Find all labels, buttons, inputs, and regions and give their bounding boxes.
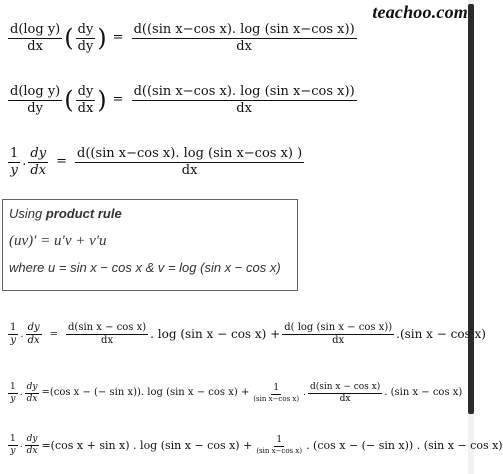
fraction-d-sin-cos bbox=[66, 322, 148, 347]
denominator: dx bbox=[30, 162, 47, 178]
numerator: dy bbox=[26, 434, 38, 444]
numerator: d(sin x − cos x) bbox=[68, 322, 147, 333]
denominator: dx bbox=[26, 393, 38, 404]
fraction-dy-dx bbox=[26, 322, 42, 347]
fraction-1-over-sin-cos bbox=[251, 383, 301, 403]
rule-title bbox=[9, 206, 291, 222]
numerator: 1 bbox=[273, 383, 280, 394]
numerator: 1 bbox=[276, 435, 283, 446]
numerator: d((sin x−cos x). log (sin x−cos x)) bbox=[133, 84, 355, 99]
numerator: dy bbox=[30, 146, 47, 161]
denominator: dx bbox=[236, 100, 252, 116]
step-2-part-2: . (sin x − cos x) bbox=[384, 387, 463, 399]
numerator: d((sin x−cos x). log (sin x−cos x) ) bbox=[77, 146, 303, 161]
numerator: 1 bbox=[10, 434, 16, 444]
denominator: dy bbox=[77, 38, 94, 54]
equals-sign: = bbox=[112, 92, 124, 108]
numerator: dy bbox=[77, 22, 94, 37]
equation-2 bbox=[6, 84, 359, 116]
rule-title-prefix: Using bbox=[9, 206, 46, 221]
fraction-1-over-sin-cos bbox=[254, 435, 304, 455]
numerator: dy bbox=[77, 84, 94, 99]
denominator: dx bbox=[339, 393, 351, 404]
denominator: (sin x−cos x) bbox=[256, 447, 303, 455]
denominator: dx bbox=[236, 38, 252, 54]
numerator: 1 bbox=[10, 382, 16, 392]
numerator: d( log (sin x − cos x)) bbox=[284, 322, 393, 333]
rule-where-text: where u = sin x − cos x & v = log (sin x − cos x) bbox=[9, 259, 281, 275]
numerator: d((sin x−cos x). log (sin x−cos x)) bbox=[133, 22, 355, 37]
product-rule-formula: (uv)′ = u′v + v′u bbox=[9, 232, 107, 249]
numerator: d(sin x − cos x) bbox=[309, 382, 381, 392]
denominator: dx bbox=[77, 100, 94, 116]
paren-group: ( $\frac{dy}{dy}$ ) bbox=[64, 22, 107, 54]
denominator: y bbox=[10, 162, 18, 178]
fraction-d-log bbox=[282, 322, 394, 347]
denominator: dx bbox=[27, 38, 43, 54]
equation-3 bbox=[6, 146, 306, 178]
denominator: dx bbox=[181, 162, 198, 178]
step-1-term-2-tail: .(sin x − cos x) bbox=[396, 327, 486, 342]
step-3: $\frac{1}{y}$ . $\frac{dy}{dx}$ =(cos x + sin x) . log (sin x − cos x) + $\frac{1}{\text{(sin x−cos x)}}$ . (cos x − (− sin x)) . (sin x − cos x) bbox=[10, 434, 503, 456]
teachoo-logo: teachoo.com bbox=[372, 2, 468, 22]
step-3-part-2: . (cos x − (− sin x)) . (sin x − cos x) bbox=[306, 438, 503, 452]
fraction-dy-dx bbox=[28, 146, 48, 178]
numerator: 1 bbox=[10, 146, 19, 161]
fraction-d-sin-cos bbox=[308, 382, 382, 405]
denominator: (sin x−cos x) bbox=[253, 395, 300, 403]
numerator: d(log y) bbox=[10, 22, 61, 37]
dot-operator: . bbox=[22, 154, 27, 170]
fraction-dy-dy bbox=[76, 22, 96, 54]
fraction-dlogy-dy bbox=[8, 84, 62, 116]
equals-sign: = bbox=[112, 30, 124, 46]
step-1-term-1-tail: . log (sin x − cos x) + bbox=[150, 327, 281, 342]
fraction-dy-dx bbox=[25, 382, 40, 405]
denominator: dx bbox=[27, 335, 40, 346]
step-2: $\frac{1}{y}$ . $\frac{dy}{dx}$ =(cos x − (− sin x)). log (sin x − cos x) + $\frac{1}{\text{(sin x−cos x)}}$ . $\frac{\text{d(sin x − cos x)}}{dx}$ . (sin x − cos x) bbox=[10, 382, 463, 404]
fraction-1-y bbox=[8, 434, 18, 457]
fraction-dlogy-dx bbox=[8, 22, 62, 54]
numerator: 1 bbox=[10, 322, 17, 333]
scrollbar-thumb[interactable] bbox=[468, 4, 474, 414]
step-2-part-1: =(cos x − (− sin x)). log (sin x − cos x) + bbox=[41, 387, 250, 399]
denominator: y bbox=[10, 393, 16, 404]
denominator: dx bbox=[332, 335, 345, 346]
fraction-rhs bbox=[132, 84, 357, 116]
fraction-dy-dx bbox=[76, 84, 96, 116]
numerator: dy bbox=[26, 382, 38, 392]
equation-1 bbox=[6, 22, 359, 54]
fraction-1-y bbox=[8, 322, 18, 347]
equals-sign: = bbox=[56, 154, 67, 170]
fraction-dy-dx bbox=[25, 434, 40, 457]
fraction-rhs bbox=[75, 146, 304, 178]
fraction-rhs bbox=[132, 22, 357, 54]
fraction-1-y bbox=[8, 146, 20, 178]
product-rule-box bbox=[2, 199, 298, 291]
step-3-part-1: =(cos x + sin x) . log (sin x − cos x) + bbox=[41, 438, 253, 452]
paren-group: ( $\frac{dy}{dx}$ ) bbox=[64, 84, 107, 116]
numerator: dy bbox=[27, 322, 40, 333]
denominator: y bbox=[10, 335, 17, 346]
step-1: $\frac{1}{y}$ . $\frac{dy}{dx}$ = $\frac{\text{d(sin x − cos x)}}{dx}$ . log (sin x − cos x) + $\frac{\text{d( log (sin x − cos x))}}{dx}$ .(sin x − cos x) bbox=[10, 322, 486, 346]
denominator: y bbox=[10, 445, 16, 456]
numerator: d(log y) bbox=[10, 84, 61, 99]
equals-sign: = bbox=[49, 328, 59, 340]
denominator: dx bbox=[26, 445, 38, 456]
fraction-1-y bbox=[8, 382, 18, 405]
denominator: dx bbox=[101, 335, 114, 346]
denominator: dy bbox=[27, 100, 43, 116]
rule-title-bold: product rule bbox=[45, 206, 122, 221]
